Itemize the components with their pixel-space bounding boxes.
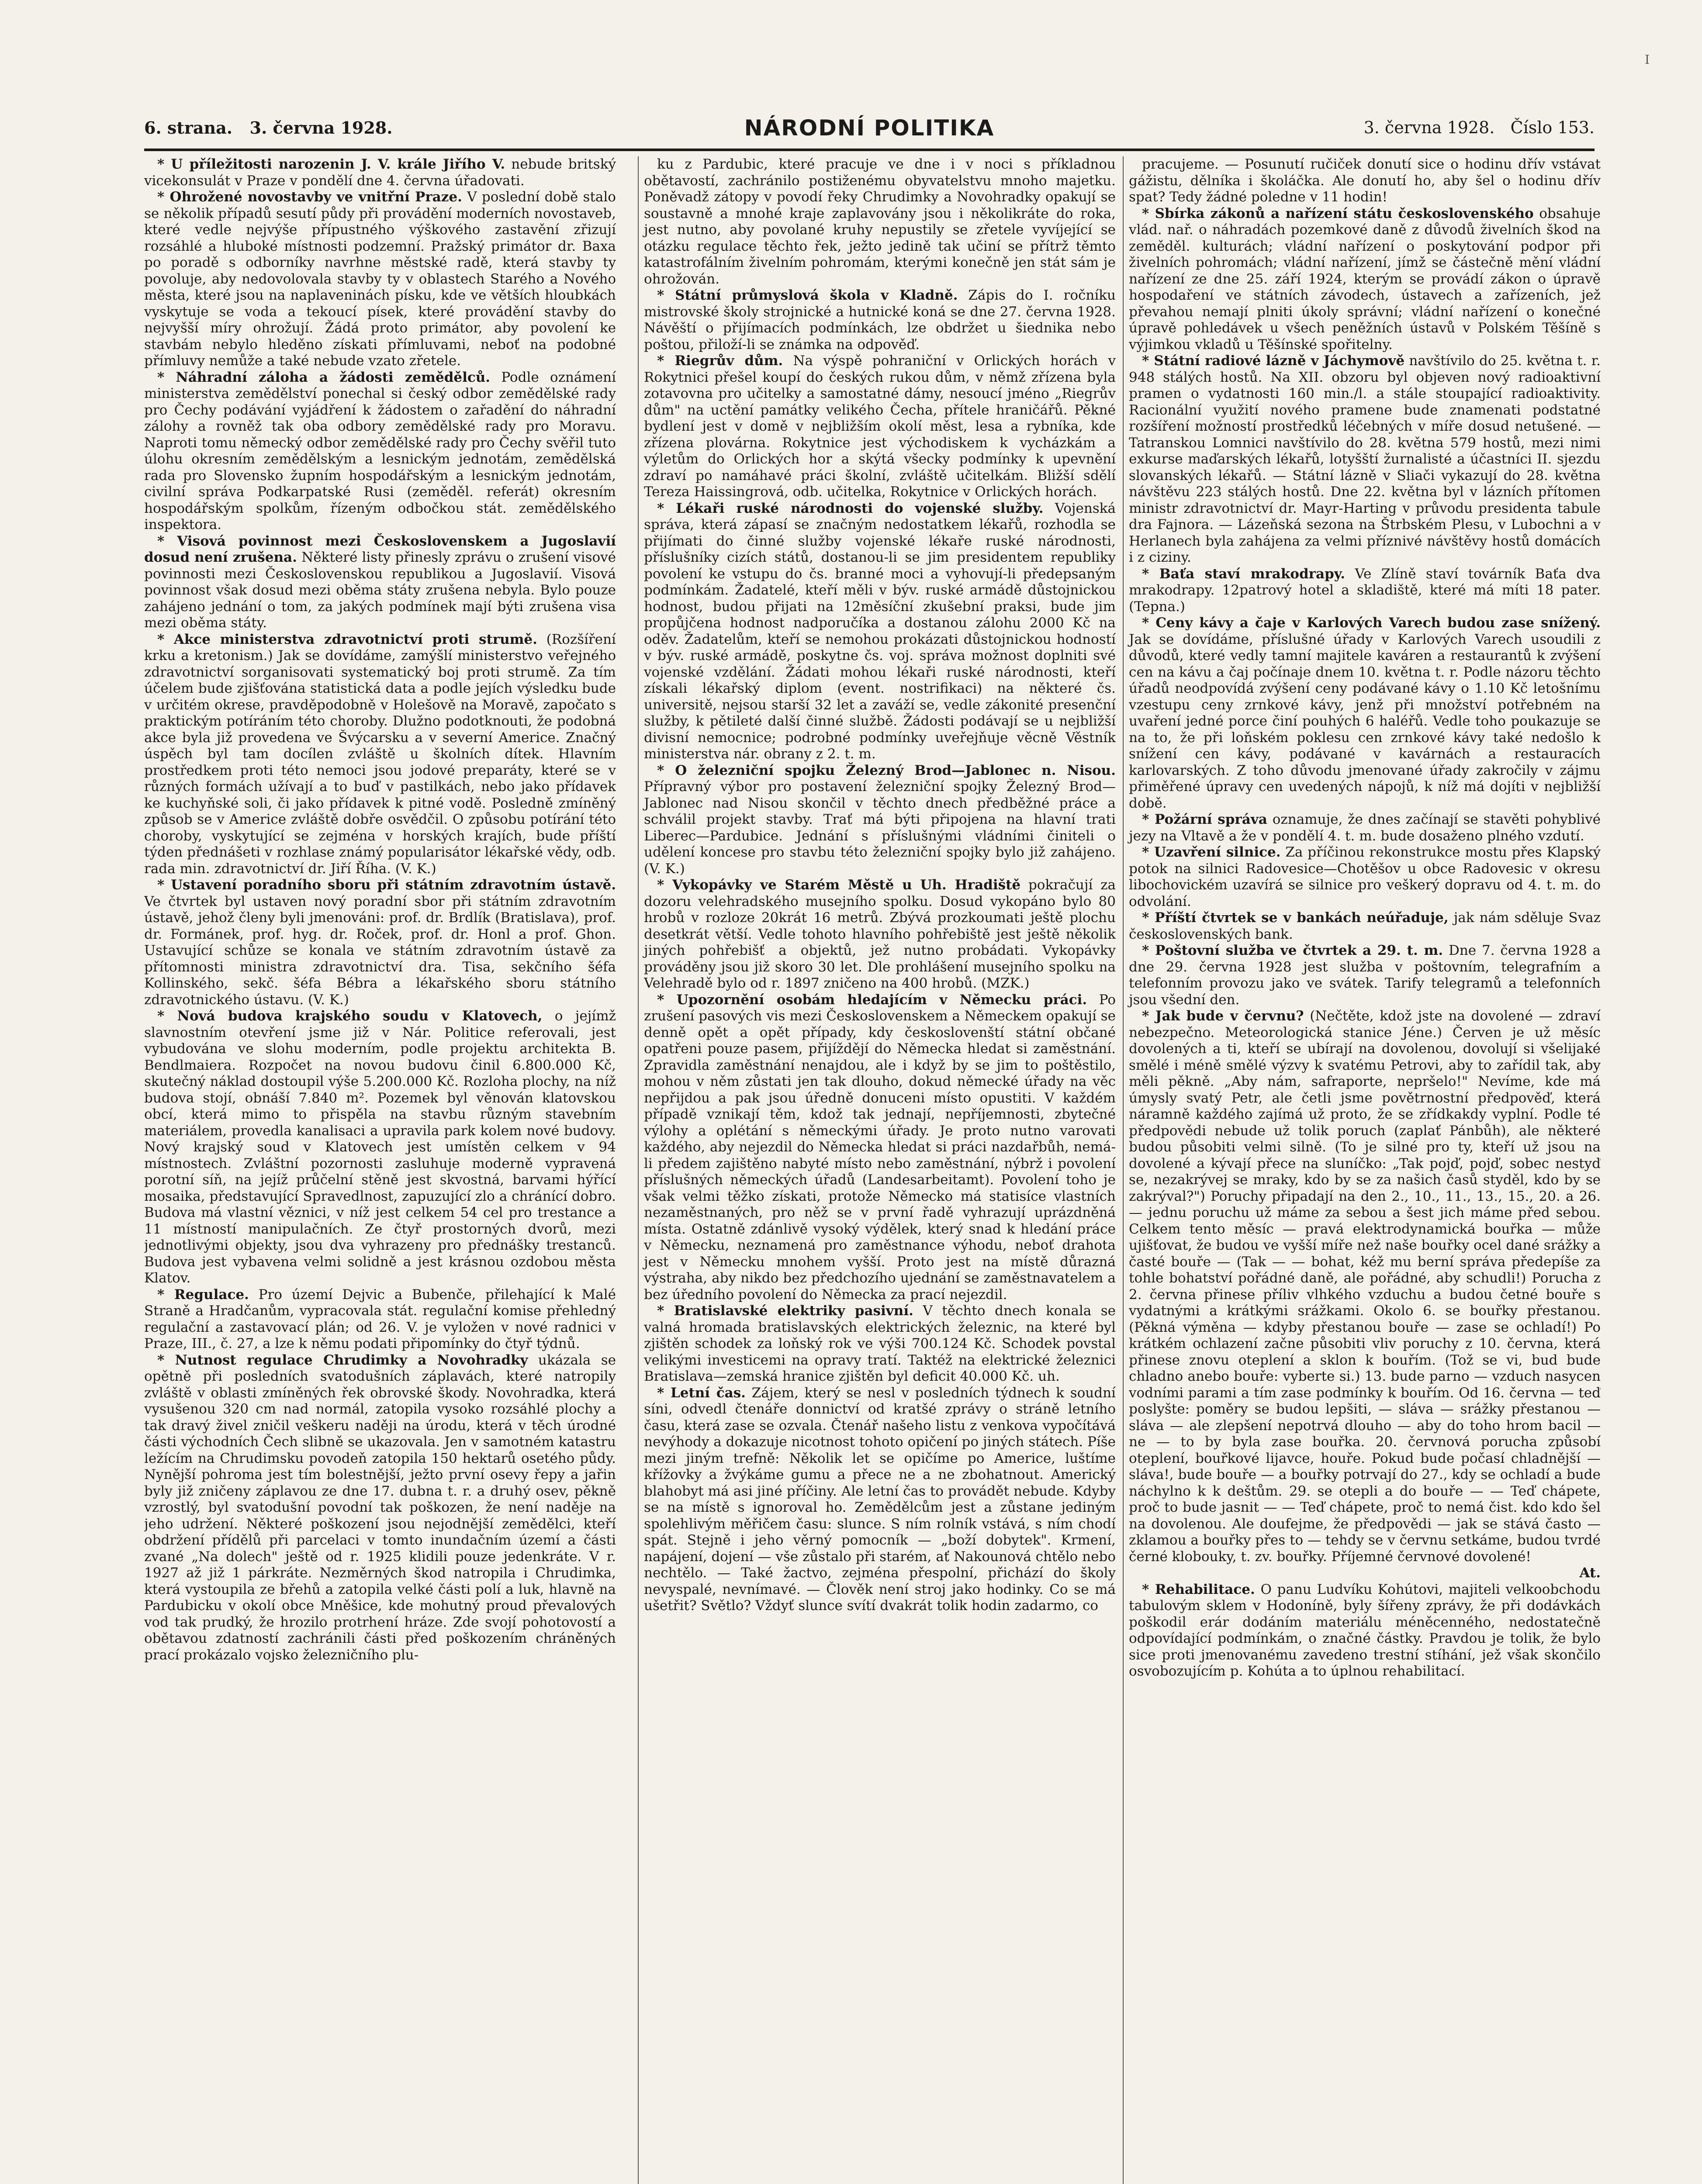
article-signature: [1129, 1565, 1601, 1582]
article-paragraph: [144, 632, 616, 878]
article-text: Na výspě pohraniční v Orlických horách v Rokytnici přešel koupí do českých rukou dům, v němž zřízena byla zotavovna pro učitelky a samostatné dámy, nesoucí jméno „Riegrův dům" na uctění památky velikého Čecha, přítele hraničářů. Pěkné bydlení jest v domě v nejbližším okolí měst, lesa a rybníka, kde zřízena plovárna. Rokytnice jest východiskem k vycházkám a výletům do Orlických hor a skýtá všecky podmínky k upevnění zdraví po namáhavé práci školní, zvláště učitelkám. Bližší sdělí Tereza Haissingrová, odb. učitelka, Rokytnice v Orlických horách.: [644, 353, 1116, 500]
article-heading: * Visová povinnost mezi Československem a Jugoslavií dosud není zrušena.: [144, 533, 616, 565]
article-heading: * Státní radiové lázně v Jáchymově: [1142, 353, 1405, 369]
article-paragraph: [144, 1352, 616, 1664]
article-paragraph: [1129, 1582, 1601, 1680]
page-corner-mark: I: [1644, 52, 1650, 67]
article-heading: * Uzavření silnice.: [1142, 844, 1281, 860]
article-heading: * Rehabilitace.: [1142, 1581, 1255, 1597]
article-paragraph: [144, 370, 616, 533]
article-paragraph: [1129, 353, 1601, 566]
article-heading: * Poštovní služba ve čtvrtek a 29. t. m.: [1142, 943, 1443, 958]
article-paragraph: [644, 287, 1116, 353]
article-paragraph: [144, 1287, 616, 1352]
article-heading: * Regulace.: [157, 1286, 249, 1303]
article-text: Pro území Dejvic a Bubenče, přilehající k Malé Straně a Hradčanům, vypracovala stát. regulační komise přehledný regulační a zastavovací plán; od 26. V. je vyložen v nové radnici v Praze, III., č. 27, a lze k němu podati připomínky do čtyř týdnů.: [144, 1286, 616, 1351]
article-heading: * Nutnost regulace Chrudimky a Novohradky: [157, 1352, 528, 1368]
article-heading: * Nová budova krajského soudu v Klatovech,: [157, 1008, 543, 1024]
article-text: Ve čtvrtek byl ustaven nový poradní sbor při státním zdravotním ústavě, jehož členy byli jmenováni: prof. dr. Brdlík (Bratislava), prof. dr. Formánek, prof. hyg. dr. Roček, prof. dr. Honl a prof. Ghon. Ustavující schůze se konala ve státním zdravotním ústavě za přítomnosti ministra zdravotnictví dra. Tisa, sekčního šéfa Kollinského, sekč. šéfa Bébra a lékařského sboru státního zdravotnického ústavu. (V. K.): [144, 893, 616, 1008]
article-text: Jak se dovídáme, příslušné úřady v Karlových Varech usoudili z důvodů, které vedly tamní majitele kaváren a restaurantů k zvýšení cen na kávu a čaj počínaje dnem 10. května t. r. Podle názoru těchto úřadů neodpovídá zvýšení ceny podávané kávy o 1.10 Kč letošnímu vzestupu ceny zrnkové kávy, jenž při množství potřebném na uvaření jedné porce činí pouhých 6 haléřů. Vedle toho poukazuje se na to, že při loňském poklesu cen zrnkové kávy také nedošlo k snížení cen kávy, podávané v kavárnách a restauracích karlovarských. Z toho důvodu jmenované úřady zakročily v zájmu přiměřené úpravy cen uvedených nápojů, k níž má dojíti v nejbližší době.: [1129, 631, 1601, 811]
article-text: Některé listy přinesly zprávu o zrušení visové povinnosti mezi Československou republikou a Jugoslavií. Visová povinnost však dosud mezi oběma státy zrušena nebyla. Bylo pouze zahájeno jednání o tom, za jakých podmínek mají býti zrušena visa mezi oběma státy.: [144, 549, 616, 631]
article-heading: * Vykopávky ve Starém Městě u Uh. Hradiště: [657, 877, 1021, 893]
article-heading: * Akce ministerstva zdravotnictví proti strumě.: [157, 631, 537, 647]
column-2: [638, 156, 1116, 2184]
article-text: oznamuje, že dnes začínají se stavěti pohyblivé jezy na Vltavě a že v pondělí 4. t. m. bude dosaženo plného vzdutí.: [1129, 812, 1601, 844]
article-heading: * Náhradní záloha a žádosti zemědělců.: [157, 369, 491, 385]
column-1: [144, 156, 616, 2184]
article-text: jak nám sděluje Svaz československých bank.: [1129, 910, 1601, 942]
article-text: ku z Pardubic, které pracuje ve dne i v noci s příkladnou obětavostí, zachránilo postiženému obyvatelstvu mnoho majetku. Poněvadž zátopy v povodí řeky Chrudimky a Novohradky opakují se soustavně a mnohé kraje zaplavovány jsou i několikráte do roka, jest nutno, aby povolané kruhy nepustily se zřetele vyvíjející se otázku regulace těchto řek, ježto jedině tak učiní se přítrž těmto katastrofálním živelním pohromám, kterými konečně jen stát sám je ohrožován.: [644, 156, 1116, 287]
article-paragraph: [1129, 615, 1601, 812]
article-text: ukázala se opětně při posledních svatodušních záplavách, které natropily zvláště v oblasti zmíněných řek obrovské škody. Novohradka, která vysušenou 320 cm nad normál, zatopila vysoko rozsáhlé plochy a tak dravý živel zničil veškeru naději na úrodu, která v těch úrodné části východních Čech slibně se ukazovala. Jen v samotném katastru ležícím na Chrudimsku povodeň zatopila 150 hektarů osetého půdy. Nynější pohroma jest tím bolestnější, ježto první osevy řepy a jařin byly již zničeny záplavou ze dne 17. dubna t. r. a druhý osev, pěkně vzrostlý, byl svatodušní povodní tak poškozen, že není naděje na jeho udržení. Některé poškození jsou nejodnější zemědělci, kteří obdržení přídělů při parcelaci v tomto inundačním území a části zvané „Na dolech" ještě od r. 1925 klidili pouze jedenkráte. V r. 1927 až již 1 párkráte. Nezměrných škod natropila i Chrudimka, která vystoupila ze břehů a zatopila velké části polí a luk, hlavně na Pardubicku v okolí obce Mněšice, kde mohutný proud převalových vod tak prudký, že hrozilo protrhení hráze. Zde svojí pohotovostí a obětavou zdatností zachránili části před poškozením chráněných prací prokázalo vojsko železničního plu-: [144, 1352, 616, 1663]
issue-date-number: 3. června 1928. Číslo 153.: [1363, 118, 1595, 137]
newspaper-title: NÁRODNÍ POLITIKA: [744, 115, 995, 141]
article-paragraph: [644, 1385, 1116, 1614]
article-text: nebude britský vicekonsulát v Praze v pondělí dne 4. června úřadovati.: [144, 156, 616, 189]
article-text: Dne 7. června 1928 a dne 29. června 1928 jest služba v poštovním, telegrafním a telefonním provozu jako ve svátek. Tarify telegramů a telefonních jsou všední den.: [1129, 943, 1601, 1008]
article-text: O panu Ludvíku Kohútovi, majiteli velkoobchodu tabulovým sklem v Hodoníně, byly šířeny zprávy, že při dodávkách poškodil erár dodáním materiálu méněcenného, nedostatečně odpovídající podmínkám, o značné částky. Pravdou je tolik, že bylo sice proti jmenovanému zavedeno trestní stíhání, jež však skončilo osvobozujícím p. Kohúta a to úplnou rehabilitací.: [1129, 1581, 1601, 1679]
article-paragraph: [1129, 1008, 1601, 1565]
article-text: Podle oznámení ministerstva zemědělství ponechal si český odbor zemědělské rady pro Čechy podávání vyjádření k žádostem o zařadění do náhradní zálohy a rovněž tak oba odbory zemědělské rady pro Moravu. Naproti tomu německý odbor zemědělské rady pro Čechy svěřil tuto úlohu okresním zemědělským a lesnickým jednotám, zemědělská rada pro Slovensko župním hospodářským a lesnickým jednotám, civilní správa Podkarpatské Rusi (zeměděl. referát) okresním hospodářským spolkům, řízeným odbočkou stát. zemědělského inspektora.: [144, 369, 616, 532]
article-heading: * Státní průmyslová škola v Kladně.: [657, 287, 958, 303]
article-heading: * Letní čas.: [657, 1385, 746, 1401]
article-text: Po zrušení pasových vis mezi Československem a Německem opakují se denně opět a opět případy, kdy českoslovenští státní občané opatřeni pouze pasem, přijíždějí do Německa hledat si zaměstnání. Zpravidla zaměstnání nenajdou, ale i když by se jim to poštěstilo, mohou v něm zůstati jen tak dlouho, dokud německé úřady na věc nepřijdou a pak jsou úředně donuceni místo opustiti. V každém případě vznikají těm, kdož tak jednají, nepříjemnosti, zbytečné výlohy a oplétání s německými úřady. Je proto nutno varovati každého, aby nejezdil do Německa hledat si práci nazdařbůh, nemá-li předem zajištěno nabyté místo nebo zaměstnání, nýbrž i povolení příslušných německých úřadů (Landesarbeitamt). Povolení toho je však velmi těžko získati, protože Německo má statisíce vlastních nezaměstnaných, pro něž se v první řadě vyhrazují uprázdněná místa. Ostatně zdánlivě vysoký výdělek, který snad k hledání práce v Německu, neznamená pro zaměstnance výhodu, neboť drahota jest v Německu mnohem vyšší. Proto jest na místě důrazná výstraha, aby nikdo bez předchozího ujednání se zaměstnavatelem a bez úředního povolení do Německa za prací nejezdil.: [644, 992, 1116, 1303]
article-text: (Rozšíření krku a kretonism.) Jak se dovídáme, zamýšlí ministerstvo veřejného zdravotnictví sorganisovati systematický boj proti strumě. Za tím účelem bude zjišťována statistická data a podle jejích výsledku bude v určitém okrese, pravděpodobně v Holešově na Moravě, započato s praktickým potíráním této choroby. Dlužno podotknouti, že podobná akce byla již provedena ve Švýcarsku a v severní Americe. Značný úspěch byl tam docílen zvláště u školních dítek. Hlavním prostředkem proti této nemoci jsou jodové preparáty, které se v různých formách užívají a to buď v pastilkách, nebo jako přídavek ke kuchyňské soli, či jako přídavek k pitné vodě. Posledně zmíněný způsob se v Americe zvláště dobře osvědčil. O způsobu potírání této choroby, vyskytující se zejména v horských krajích, bude příští týden přednášeti v rozhlase známý popularisátor lékařské vědy, odb. rada min. zdravotnictví dr. Jiří Říha. (V. K.): [144, 631, 616, 877]
article-paragraph: [1129, 206, 1601, 353]
article-paragraph: [1129, 566, 1601, 615]
article-heading: * O železniční spojku Železný Brod—Jablonec n. Nisou.: [657, 762, 1116, 778]
article-paragraph: [144, 877, 616, 1008]
article-paragraph: [644, 763, 1116, 878]
article-heading: * Ceny kávy a čaje v Karlových Varech budou zase snížený.: [1142, 615, 1601, 631]
article-paragraph: [1129, 943, 1601, 1008]
article-heading: * Lékaři ruské národnosti do vojenské služby.: [657, 500, 1044, 516]
article-paragraph: [644, 156, 1116, 287]
article-heading: * Bratislavské elektriky pasivní.: [657, 1303, 913, 1319]
article-heading: * Ustavení poradního sboru při státním zdravotním ústavě.: [157, 877, 616, 893]
article-text: pracujeme. — Posunutí ručiček donutí sice o hodinu dřív vstávat gážistu, dělníka i školáčka. Ale donutí ho, aby šel o hodinu dřív spat? Tedy žádné poledne v 11 hodin!: [1129, 156, 1601, 205]
article-heading: * U příležitosti narozenin J. V. krále Jiřího V.: [157, 156, 505, 172]
article-text: Vojenská správa, která zápasí se značným nedostatkem lékařů, rozhodla se přijímati do činné služby vojenské lékaře ruské národnosti, příslušníky cizích států, dostanou-li se jim presidentem republiky povolení ke vstupu do čs. branné moci a vyhovují-li předepsaným podmínkám. Žadatelé, kteří měli v býv. ruské armádě důstojnickou hodnost, budou přijati na 12měsíční zkušební praksi, bude jim propůjčena hodnost nadporučíka a dostanou zálohu 2000 Kč na oděv. Žadatelům, kteří se nemohou prokázati důstojnickou hodností v býv. ruské armádě, poskytne čs. voj. správa možnost doplniti své vojenské vzdělání. Žádati mohou lékaři ruské národnosti, kteří získali lékařský diplom (event. nostrifikaci) na některé čs. universitě, nejsou starší 32 let a zaváží se, vedle zákonité presenční služby, k pětileté další činné službě. Žádosti podávají se u nejbližší divisní nemocnice; podrobné podmínky uveřejňuje věcně Věstník ministerstva nár. obrany z 2. t. m.: [644, 500, 1116, 762]
article-text: navštívilo do 25. května t. r. 948 stálých hostů. Na XII. obzoru byl objeven nový radioaktivní pramen o vydatnosti 160 min./l. a stále stoupající radioaktivity. Racionální využití nového pramene bude znamenati podstatné rozšíření možností prostředků léčebných v míře dosud netušené. — Tatranskou Lomnici navštívilo do 28. května 579 hostů, mezi nimi exkurse maďarských lékařů, lotyšští žurnalisté a účastníci II. sjezdu slovanských lékařů. — Státní lázně v Sliači vykazují do 28. května návštěvu 223 stálých hostů. Dne 22. května byl v lázních přítomen ministr zdravotnictví dr. Mayr-Harting v průvodu presidenta tabule dra Fajnora. — Lázeňská sezona na Štrbském Plesu, v Lubochni a v Herlanech byla zahájena za velmi příznivé návštěvy hostů domácích i z ciziny.: [1129, 353, 1601, 565]
article-paragraph: [144, 533, 616, 632]
article-text: V poslední době stalo se několik případů sesutí půdy při provádění moderních novostaveb, které vedle nejvýše přípustného výškového zastavění zřizují rozsáhlé a hluboké místnosti podzemní. Pražský primátor dr. Baxa po poradě s odborníky navrhne městské radě, která stavby ty povoluje, aby nedovolovala stavby ty v oblastech Starého a Nového města, které jsou na naplaveninách písku, kde ve větších hloubkách vyskytuje se voda a tekoucí písek, které provádění stavby do nejvyšší míry ohrožují. Žádá proto primátor, aby povolení ke stavbám nebylo hleděno získati přímluvami, neboť na podobné přímluvy nemůže a také nebude vzato zřetele.: [144, 189, 616, 369]
article-text: Přípravný výbor pro postavení železniční spojky Železný Brod—Jablonec nad Nisou skončil v těchto dnech předběžné práce a schválil projekt stavby. Trať má býti připojena na hlavní trati Liberec—Pardubice. Jednání s příslušnými vládními činiteli o udělení koncese pro stavbu této železniční spojky bylo již zahájeno. (V. K.): [644, 779, 1116, 877]
article-text: V těchto dnech konala se valná hromada bratislavských elektrických železnic, na které byl zjištěn schodek za loňský rok ve výši 700.124 Kč. Schodek povstal velikými investicemi na opravy tratí. Taktéž na elektrické železnici Bratislava—zemská hranice zjištěn byl deficit 40.000 Kč. uh.: [644, 1303, 1116, 1384]
article-paragraph: [144, 156, 616, 189]
article-heading: * Baťa staví mrakodrapy.: [1142, 566, 1346, 582]
article-text: Za příčinou rekonstrukce mostu přes Klapský potok na silnici Radovesice—Chotěšov u obce Radovesic v okresu libochovickém uzavírá se silnice pro veškerý dopravu od 4. t. m. do odvolání.: [1129, 844, 1601, 909]
article-paragraph: [644, 1303, 1116, 1385]
article-paragraph: [1129, 910, 1601, 943]
article-paragraph: [644, 353, 1116, 501]
article-text: Ve Zlíně staví továrník Baťa dva mrakodrapy. 12patrový hotel a skladiště, které má míti 18 pater. (Tepna.): [1129, 566, 1601, 615]
article-heading: * Riegrův dům.: [657, 353, 783, 369]
article-paragraph: [644, 501, 1116, 763]
article-heading: * Upozornění osobám hledajícím v Německu práci.: [657, 992, 1087, 1008]
page-number-date: 6. strana. 3. června 1928.: [144, 118, 393, 138]
article-text: At.: [1579, 1565, 1601, 1581]
article-paragraph: [1129, 844, 1601, 910]
article-text: pokračují za dozoru velehradského musejního spolku. Dosud vykopáno bylo 80 hrobů v rozloze 20krát 16 metrů. Zbývá prozkoumati ještě plochu desetkrát větší. Vedle tohoto hlavního pohřebiště jest ještě několik jiných pohřebišť a objektů, jež nutno probádati. Vykopávky prováděny jsou již skoro 30 let. Dle prohlášení musejního spolku na Velehradě bylo od r. 1897 zničeno na 400 hrobů. (MZK.): [644, 877, 1116, 991]
article-heading: * Ohrožené novostavby ve vnitřní Praze.: [157, 189, 462, 205]
article-heading: * Příští čtvrtek se v bankách neúřaduje,: [1142, 910, 1449, 926]
article-paragraph: [144, 189, 616, 370]
article-text: obsahuje vlád. nař. o náhradách pozemkové daně z důvodů živelních škod na zeměděl. kulturách; vládní nařízení o poskytování podpor při živelních pohromách; vládní nařízení, jímž se částečně mění vládní nařízení ze dne 25. září 1924, kterým se provádí zákon o úpravě hospodaření ve státních závodech, ústavech a zařízeních, jež převahou nemají plniti úkoly správní; vládní nařízení o konečné úpravě pohledávek u všech peněžních ústavů v Polském Těšíně s výjimkou vkladů u Těšínské spořitelny.: [1129, 205, 1601, 352]
article-paragraph: [644, 877, 1116, 992]
article-text: Zápis do I. ročníku mistrovské školy strojnické a hutnické koná se dne 27. června 1928. Návěští o přijímacích podmínkách, lze obdržet u šiednika nebo poštou, přiloží-li se známka na odpověď.: [644, 287, 1116, 352]
article-paragraph: [1129, 812, 1601, 844]
masthead: [144, 115, 1595, 151]
article-paragraph: [1129, 156, 1601, 206]
article-text: o jejímž slavnostním otevření jsme již v Nár. Politice referovali, jest vybudována ve slohu moderním, podle projektu architekta B. Bendlmaiera. Rozpočet na novou budovu činil 6.800.000 Kč, skutečný náklad dostoupil výše 5.200.000 Kč. Rozloha plochy, na níž budova stojí, obnáší 7.840 m². Pozemek byl věnován klatovskou obcí, která mimo to přispěla na stavbu různým stavebním materiálem, provedla kanalisaci a upravila park kolem nové budovy. Nový krajský soud v Klatovech jest umístěn celkem v 94 místnostech. Zvláštní pozornosti zasluhuje moderně vypravená porotní síň, na jejíž průčelní stěně jest skvostná, barvami hýřící mosaika, představující Spravedlnost, zapuzující zlo a chránící dobro. Budova má vlastní věznici, v níž jest celkem 54 cel pro trestance a 11 místností manipulačních. Ze čtyř prostorných dvorů, mezi jednotlivými objekty, jsou dva vyhrazeny pro přednášky trestanců. Budova jest vybavena velmi solidně a jest krásnou ozdobou města Klatov.: [144, 1008, 616, 1286]
article-heading: * Požární správa: [1142, 812, 1267, 827]
article-paragraph: [644, 992, 1116, 1303]
article-text: Zájem, který se nesl v posledních týdnech k soudní síni, odvedl čtenáře donnictví od kratšé zprávy o stráně letního času, která zase se ozvala. Čtenář našeho listu z venkova vypočítává nevýhody a dokazuje nicotnost tohoto opičení po jiných státech. Píše mezi jiným trefně: Několik let se opičíme po Americe, luštíme křížovky a žvýkáme gumu a přece ne a ne zbohatnout. Americký blahobyt má asi jiné příčiny. Ale letní čas to provádět nebude. Kdyby se na místě s ignoroval ho. Zemědělcům jest a zůstane jediným spolehlivým měřičem času: slunce. S ním rolník vstává, s ním chodí spát. Stejně i jeho věrný pomocník — „boží dobytek". Krmení, napájení, dojení — vše zůstalo při starém, ať Nakounová chtělo nebo nechtělo. — Také žactvo, zejména přespolní, přichází do školy nevyspalé, nevnímavé. — Člověk není stroj jako hodinky. Co se má ušetřit? Světlo? Vždyť slunce svítí dvakrát tolik hodin zadarmo, co: [644, 1385, 1116, 1614]
article-paragraph: [144, 1008, 616, 1287]
article-heading: * Jak bude v červnu?: [1142, 1008, 1304, 1024]
article-text: (Nečtěte, kdož jste na dovolené — zdraví nebezpečno. Meteorologická stanice Jéne.) Červen je už měsíc dovolených a ti, kteří se ubírají na dovolenou, dovolují si všelijaké smělé i méně smělé výzvy k svatému Petrovi, aby to zařídil tak, aby měli pěkně. „Aby nám, safraporte, nepršelo!" Nevíme, kde má úmysly svatý Petr, ale četli jsme povětrnostní předpověď, která náramně každého zajímá už proto, že se zřídkakdy vyplní. Podle té předpovědi nebude už tolik poruch (zaplať Pánbůh), ale některé budou působiti velmi silně. (To je silné pro ty, kteří už jsou na dovolené a kývají přece na sluníčko: „Tak pojď, pojď, sobec nestyď se, nezakrývej se mraky, kdo by se za našich časů styděl, kdo by se zakrýval?") Poruchy připadají na den 2., 10., 11., 13., 15., 20. a 26. — jednu poruchu už máme za sebou a šest jich máme před sebou. Celkem tento měsíc — pravá elektrodynamická bouřka — může ujišťovat, že budou ve vyšší míře než naše bouřky ocel dané srážky a časté bouře — (Tak — — bohat, kéž mu berní správa předepíše za tohle bohatství pořádné daně, ale pořádné, aby schudli!) Porucha z 2. června přinese příliv vlhkého vzduchu a budou četné bouře s vydatnými a krátkými srážkami. Okolo 6. se bouřky přestanou. (Pěkná výměna — kdyby přestanou bouře — zase se ochladí!) Po krátkém ochlazení začne působiti vliv poruchy z 10. června, která přinese znovu oteplení a sklon k bouřím. (Tož se vi, bud bude chladno anebo bouře: vyberte si.) 13. bude parno — vzduch nasycen vodními parami a tím zase podmínky k bouřím. Od 16. června — teď poslyšte: poměry se budou lepšiti, — sláva — srážky přestanou — sláva — ale zlepšení nepotrvá dlouho — aby do toho hrom bacil — ne — to by byla zase bouřka. 20. červnová porucha způsobí oteplení, bouřkové lijavce, houře. Pokud bude počasí chladnější — sláva!, bude bouře — a bouřky potrvají do 27., kdy se ochladí a bude náchylno k k deštům. 29. se otepli a do bouře — — Teď chápete, proč to bude jasnit — — Teď chápete, proč to nemá čist. kdo kdo šel na dovolenou. Ale doufejme, že předpovědi — jak se stává často — zklamou a bouřky přes to — tehdy se v červnu setkáme, budou tvrdé černé klobouky, t. zv. bouřky. Příjemné červnové dovolené!: [1129, 1008, 1601, 1565]
article-heading: * Sbírka zákonů a nařízení státu československého: [1142, 205, 1534, 221]
column-3: [1123, 156, 1601, 2184]
